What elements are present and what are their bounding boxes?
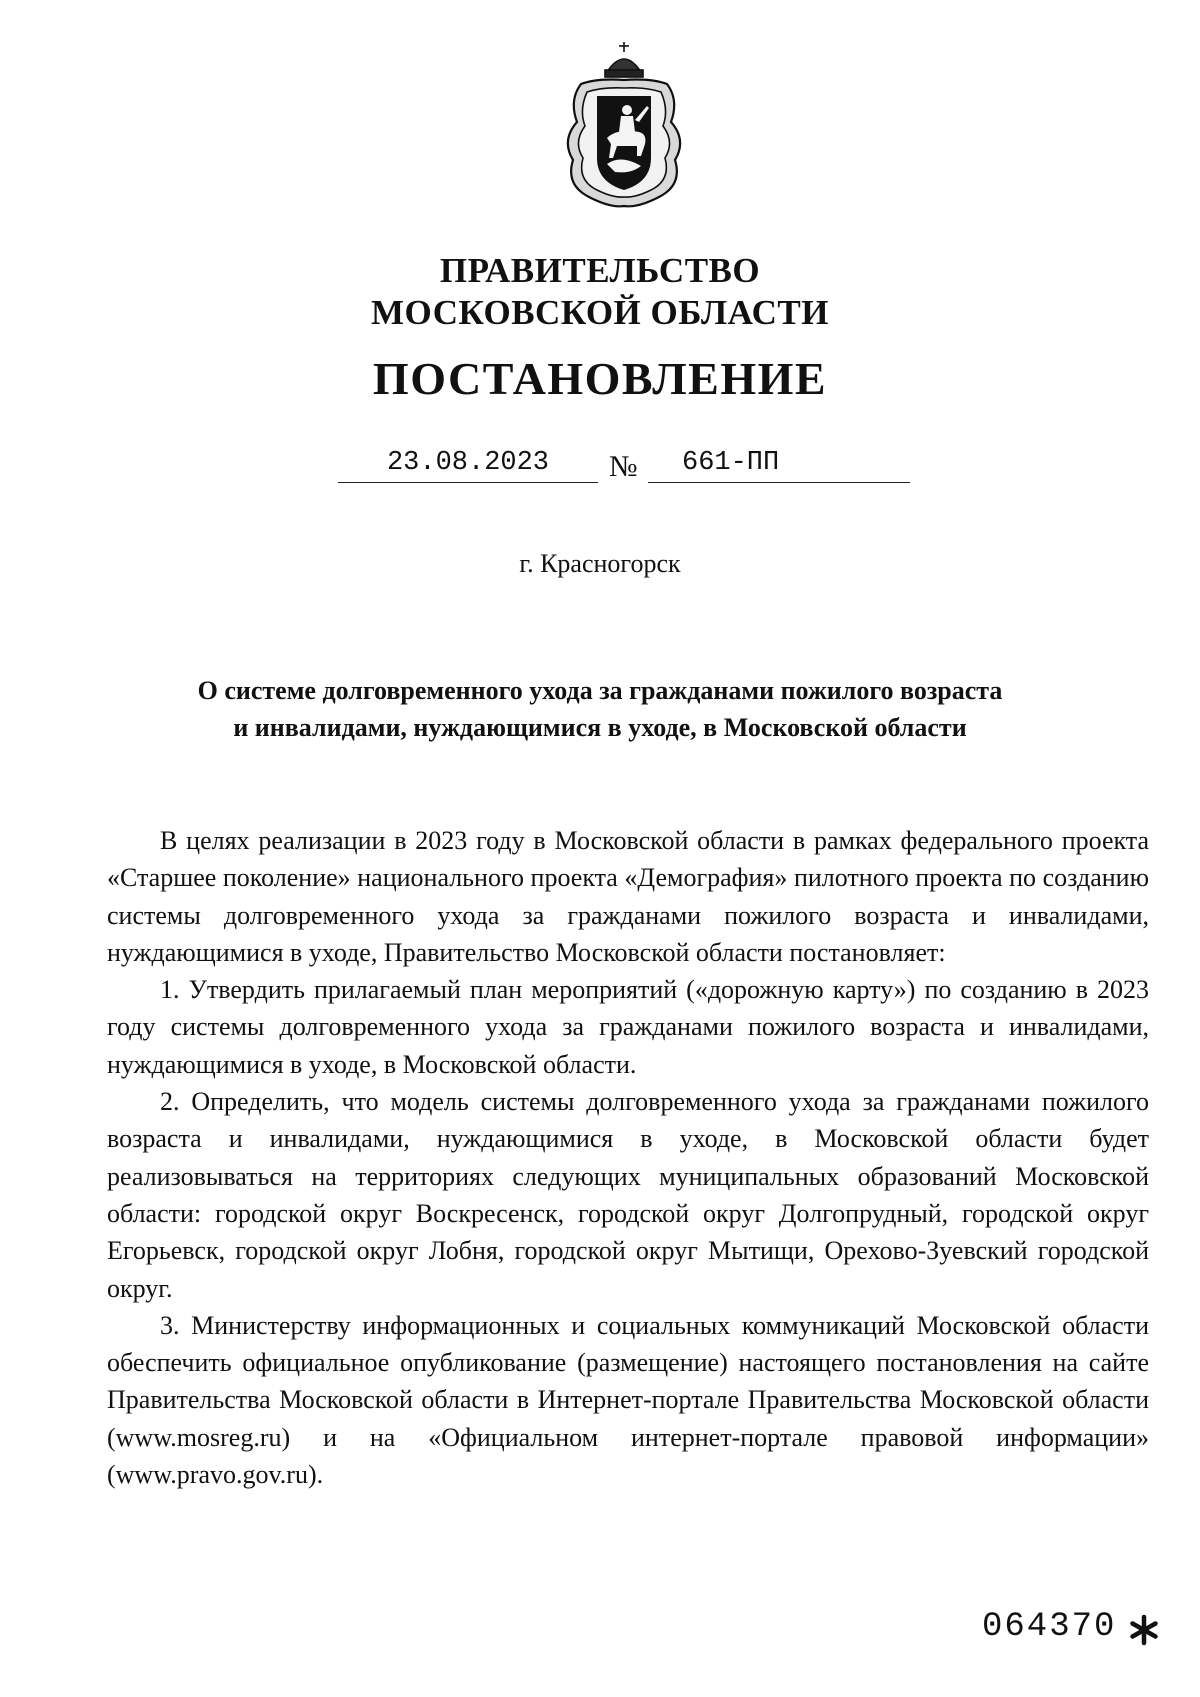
document-body — [107, 822, 1149, 1493]
document-title-line-1: О системе долговременного ухода за гражданами пожилого возраста — [197, 676, 1003, 705]
number-sign: № — [609, 450, 638, 483]
preamble-paragraph: В целях реализации в 2023 году в Московской области в рамках федерального проекта «Старшее поколение» национального проекта «Демография» пилотного проекта по созданию системы долговременного ухода за гражданами пожилого возраста и инвалидами, нуждающимися в уходе, Правительство Московской области постановляет: — [107, 826, 1149, 967]
document-number-field — [648, 446, 910, 483]
asterisk-icon — [1128, 1614, 1160, 1646]
organization-name — [0, 250, 1200, 334]
document-title — [0, 672, 1200, 746]
city: г. Красногорск — [519, 549, 681, 578]
registration-line — [0, 446, 1200, 486]
item-3-paragraph: 3. Министерству информационных и социальных коммуникаций Московской области обеспечить официальное опубликование (размещение) настоящего постановления на сайте Правительства Московской области в Интернет-портале Правительства Московской области (www.mosreg.ru) и на «Официальном интернет-портале правовой информации» (www.pravo.gov.ru). — [107, 1310, 1149, 1490]
document-type: ПОСТАНОВЛЕНИЕ — [372, 353, 828, 404]
item-1-paragraph: 1. Утвердить прилагаемый план мероприятий («дорожную карту») по созданию в 2023 году системы долговременного ухода за гражданами пожилого возраста и инвалидами, нуждающимися в уходе, в Московской области. — [107, 975, 1149, 1079]
organization-line-2: МОСКОВСКОЙ ОБЛАСТИ — [371, 293, 829, 332]
coat-of-arms-icon — [551, 40, 697, 210]
item-2-paragraph: 2. Определить, что модель системы долговременного ухода за гражданами пожилого возраста и инвалидами, нуждающимися в уходе, в Московской области будет реализовываться на территориях следующих муниципальных образований Московской области: городской округ Воскресенск, городской округ Долгопрудный, городской округ Егорьевск, городской округ Лобня, городской округ Мытищи, Орехово-Зуевский городской округ. — [107, 1087, 1149, 1303]
stamp-number: 064370 — [982, 1608, 1117, 1646]
document-title-line-2: и инвалидами, нуждающимися в уходе, в Московской области — [233, 713, 967, 742]
document-number: 661-ПП — [682, 448, 780, 478]
document-date: 23.08.2023 — [338, 446, 598, 483]
organization-line-1: ПРАВИТЕЛЬСТВО — [439, 251, 761, 290]
